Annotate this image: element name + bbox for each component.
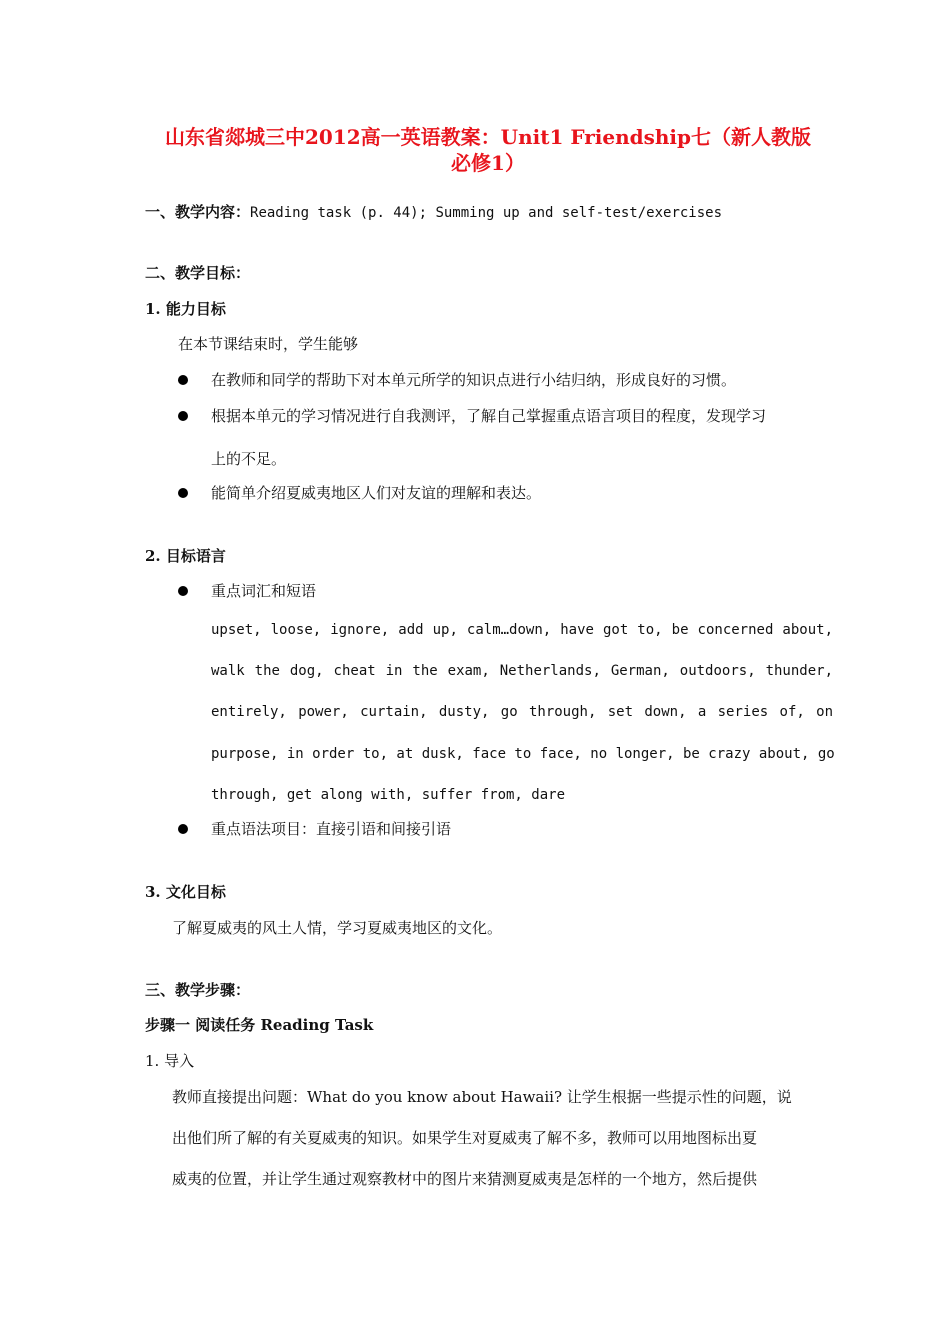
- vocab-line-4: purpose, in order to, at dusk, face to face, no longer, be crazy about, go: [211, 746, 835, 762]
- goal1-bullet2-line2: 上的不足。: [211, 450, 287, 468]
- bullet-icon: [178, 824, 188, 834]
- paragraph-line-2: 出他们所了解的有关夏威夷的知识。如果学生对夏威夷了解不多，教师可以用地图标出夏: [172, 1129, 758, 1147]
- bullet-icon: [178, 375, 188, 385]
- goal1-bullet2-line1: 根据本单元的学习情况进行自我测评，了解自己掌握重点语言项目的程度，发现学习: [211, 407, 767, 425]
- step1-heading: 步骤一 阅读任务 Reading Task: [145, 1016, 374, 1034]
- goal3-content: 了解夏威夷的风土人情，学习夏威夷地区的文化。: [172, 919, 503, 937]
- section1-heading: 一、教学内容：: [145, 203, 251, 221]
- goal2-bullet1: 重点词汇和短语: [211, 582, 317, 600]
- goal3-heading: 3. 文化目标: [145, 883, 226, 901]
- vocab-line-2: walk the dog, cheat in the exam, Netherlands, German, outdoors, thunder,: [211, 663, 833, 679]
- document-title-line1: 山东省郯城三中2012高一英语教案：Unit1 Friendship七（新人教版: [165, 125, 811, 149]
- paragraph-line-3: 威夷的位置，并让学生通过观察教材中的图片来猜测夏威夷是怎样的一个地方，然后提供: [172, 1170, 758, 1188]
- goal1-intro: 在本节课结束时，学生能够: [178, 335, 359, 353]
- section3-heading: 三、教学步骤：: [145, 981, 251, 999]
- step1-sub-heading: 1. 导入: [145, 1052, 195, 1070]
- bullet-icon: [178, 488, 188, 498]
- bullet-icon: [178, 411, 188, 421]
- section2-heading: 二、教学目标：: [145, 264, 251, 282]
- goal1-bullet3: 能简单介绍夏威夷地区人们对友谊的理解和表达。: [211, 484, 542, 502]
- vocab-line-3: entirely, power, curtain, dusty, go through, set down, a series of, on: [211, 704, 833, 720]
- goal1-heading: 1. 能力目标: [145, 300, 226, 318]
- section1-content: Reading task (p. 44); Summing up and self-test/exercises: [250, 205, 723, 221]
- goal2-bullet2: 重点语法项目：直接引语和间接引语: [211, 820, 452, 838]
- vocab-line-5: through, get along with, suffer from, dare: [211, 787, 566, 803]
- document-title-line2: 必修1）: [451, 151, 525, 175]
- goal2-heading: 2. 目标语言: [145, 547, 226, 565]
- paragraph-line-1: 教师直接提出问题：What do you know about Hawaii? 让学生根据一些提示性的问题，说: [172, 1088, 792, 1106]
- vocab-line-1: upset, loose, ignore, add up, calm…down, have got to, be concerned about,: [211, 622, 833, 638]
- bullet-icon: [178, 586, 188, 596]
- goal1-bullet1: 在教师和同学的帮助下对本单元所学的知识点进行小结归纳，形成良好的习惯。: [211, 371, 737, 389]
- section1-row: [145, 202, 722, 223]
